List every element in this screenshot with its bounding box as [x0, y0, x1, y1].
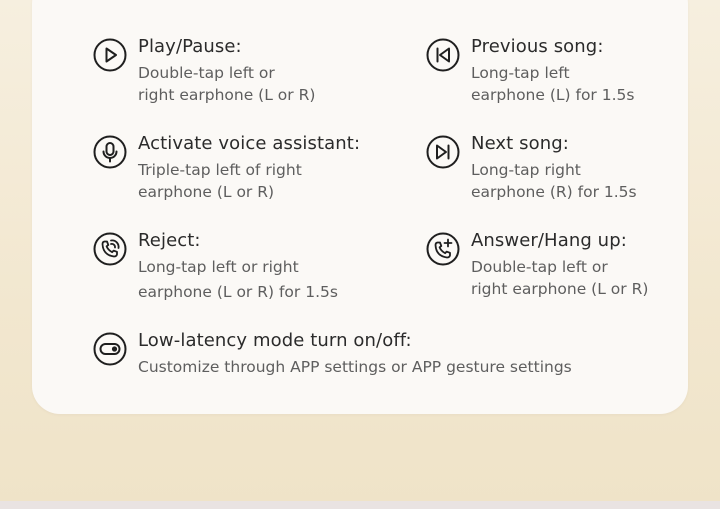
gesture-title: Play/Pause:	[138, 36, 242, 57]
microphone-icon	[93, 135, 127, 169]
play-icon	[93, 38, 127, 72]
phone-reject-icon	[93, 232, 127, 266]
gesture-title: Answer/Hang up:	[471, 230, 627, 251]
gesture-card	[32, 0, 688, 414]
bottom-strip	[0, 501, 720, 509]
gesture-description: Double-tap left or right earphone (L or R)	[138, 64, 316, 104]
gesture-description: Customize through APP settings or APP gesture settings	[138, 358, 572, 376]
skip-forward-icon	[426, 135, 460, 169]
gesture-description: Long-tap right earphone (R) for 1.5s	[471, 161, 637, 201]
phone-answer-icon	[426, 232, 460, 266]
gesture-title: Reject:	[138, 230, 201, 251]
skip-back-icon	[426, 38, 460, 72]
gesture-title: Previous song:	[471, 36, 604, 57]
gesture-description: Long-tap left or right earphone (L or R) for 1.5s	[138, 258, 338, 301]
gesture-title: Next song:	[471, 133, 569, 154]
gesture-description: Long-tap left earphone (L) for 1.5s	[471, 64, 635, 104]
gesture-description: Triple-tap left of right earphone (L or R)	[138, 161, 302, 201]
toggle-icon	[93, 332, 127, 366]
gesture-description: Double-tap left or right earphone (L or R)	[471, 258, 649, 298]
gesture-title: Activate voice assistant:	[138, 133, 361, 154]
gesture-title: Low-latency mode turn on/off:	[138, 330, 412, 351]
